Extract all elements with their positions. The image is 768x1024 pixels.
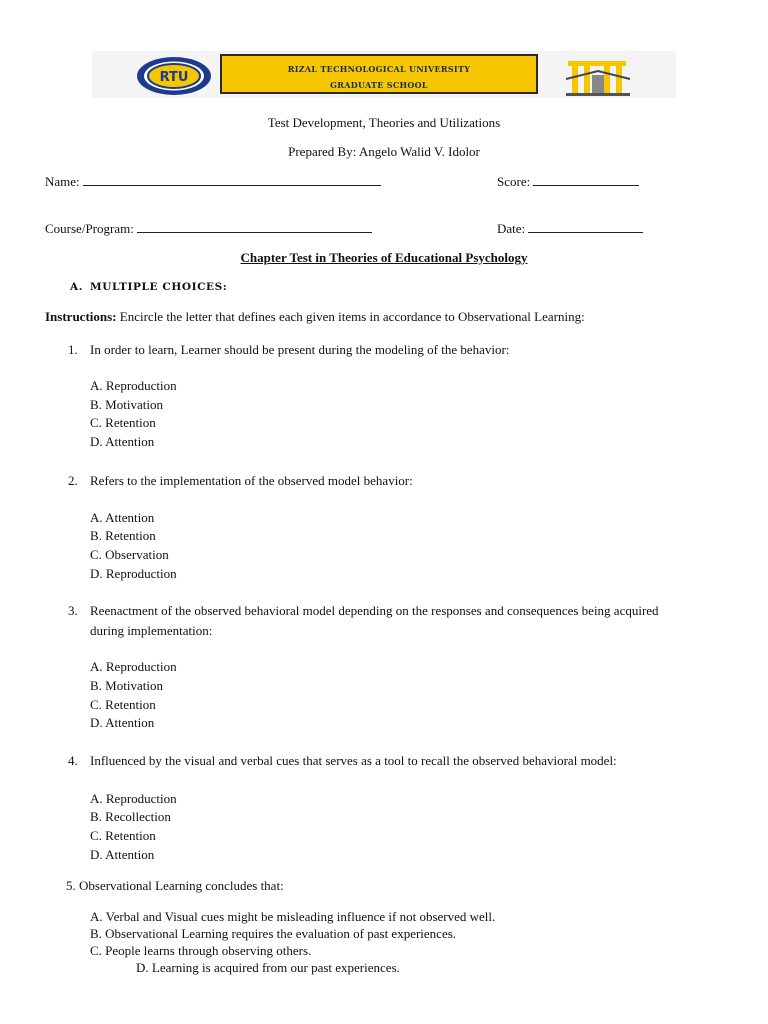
course-title: Test Development, Theories and Utilizations [267, 115, 501, 130]
score-field [497, 173, 639, 190]
name-label: Name: [45, 174, 80, 189]
banner-title-box [220, 54, 538, 94]
graduate-school-building-icon [562, 53, 634, 97]
svg-text:RTU: RTU [159, 70, 189, 85]
course-input-line[interactable] [137, 220, 372, 233]
date-label: Date: [497, 221, 526, 236]
answer-choice[interactable]: A. Reproduction [90, 791, 177, 806]
section-letter: A. [70, 281, 84, 293]
answer-choice[interactable]: A. Reproduction [90, 378, 177, 393]
name-input-line[interactable] [83, 173, 381, 186]
score-input-line[interactable] [533, 173, 639, 186]
question-stem: Influenced by the visual and verbal cues that serves as a tool to recall the observed behavioral model: [90, 753, 617, 768]
answer-choice[interactable]: D. Attention [90, 847, 155, 862]
question-number: 2. [68, 473, 78, 488]
course-label: Course/Program: [45, 221, 134, 236]
answer-choice[interactable]: D. Reproduction [90, 566, 177, 581]
answer-choice[interactable]: B. Motivation [90, 397, 163, 412]
school-name: GRADUATE SCHOOL [330, 80, 428, 90]
question-stem: Refers to the implementation of the observed model behavior: [90, 473, 413, 488]
answer-choice[interactable]: C. Retention [90, 697, 156, 712]
question-number: 3. [68, 603, 78, 618]
answer-choice[interactable]: B. Recollection [90, 809, 171, 824]
question-stem-continued: during implementation: [90, 623, 213, 638]
score-label: Score: [497, 174, 531, 189]
answer-choice[interactable]: C. Retention [90, 828, 156, 843]
instructions [45, 309, 585, 325]
chapter-title: Chapter Test in Theories of Educational Psychology [240, 250, 528, 265]
answer-choice[interactable]: D. Attention [90, 434, 155, 449]
answer-choice[interactable]: D. Attention [90, 715, 155, 730]
answer-choice[interactable]: C. Observation [90, 547, 169, 562]
date-input-line[interactable] [528, 220, 643, 233]
answer-choice[interactable]: A. Verbal and Visual cues might be misleading influence if not observed well. [90, 909, 496, 924]
name-field [45, 173, 381, 190]
date-field [497, 220, 643, 237]
answer-choice[interactable]: C. People learns through observing others. [90, 943, 312, 958]
instructions-label: Instructions: [45, 309, 117, 324]
answer-choice[interactable]: A. Reproduction [90, 659, 177, 674]
prepared-by: Prepared By: Angelo Walid V. Idolor [288, 144, 480, 159]
answer-choice[interactable]: D. Learning is acquired from our past experiences. [136, 960, 400, 975]
rtu-seal-icon [135, 56, 213, 96]
question-stem: 5. Observational Learning concludes that: [66, 878, 284, 893]
answer-choice[interactable]: C. Retention [90, 415, 156, 430]
answer-choice[interactable]: B. Retention [90, 528, 156, 543]
course-field [45, 220, 372, 237]
answer-choice[interactable]: B. Observational Learning requires the evaluation of past experiences. [90, 926, 457, 941]
answer-choice[interactable]: B. Motivation [90, 678, 163, 693]
university-name: RIZAL TECHNOLOGICAL UNIVERSITY [287, 64, 471, 74]
question-stem: Reenactment of the observed behavioral model depending on the responses and consequences being acquired [90, 603, 659, 618]
header-banner [92, 51, 676, 98]
instructions-text: Encircle the letter that defines each given items in accordance to Observational Learning: [116, 309, 585, 324]
question-stem: In order to learn, Learner should be present during the modeling of the behavior: [90, 342, 510, 357]
question-number: 1. [68, 342, 78, 357]
question-number: 4. [68, 753, 78, 768]
section-title: MULTIPLE CHOICES: [90, 281, 228, 293]
answer-choice[interactable]: A. Attention [90, 510, 155, 525]
